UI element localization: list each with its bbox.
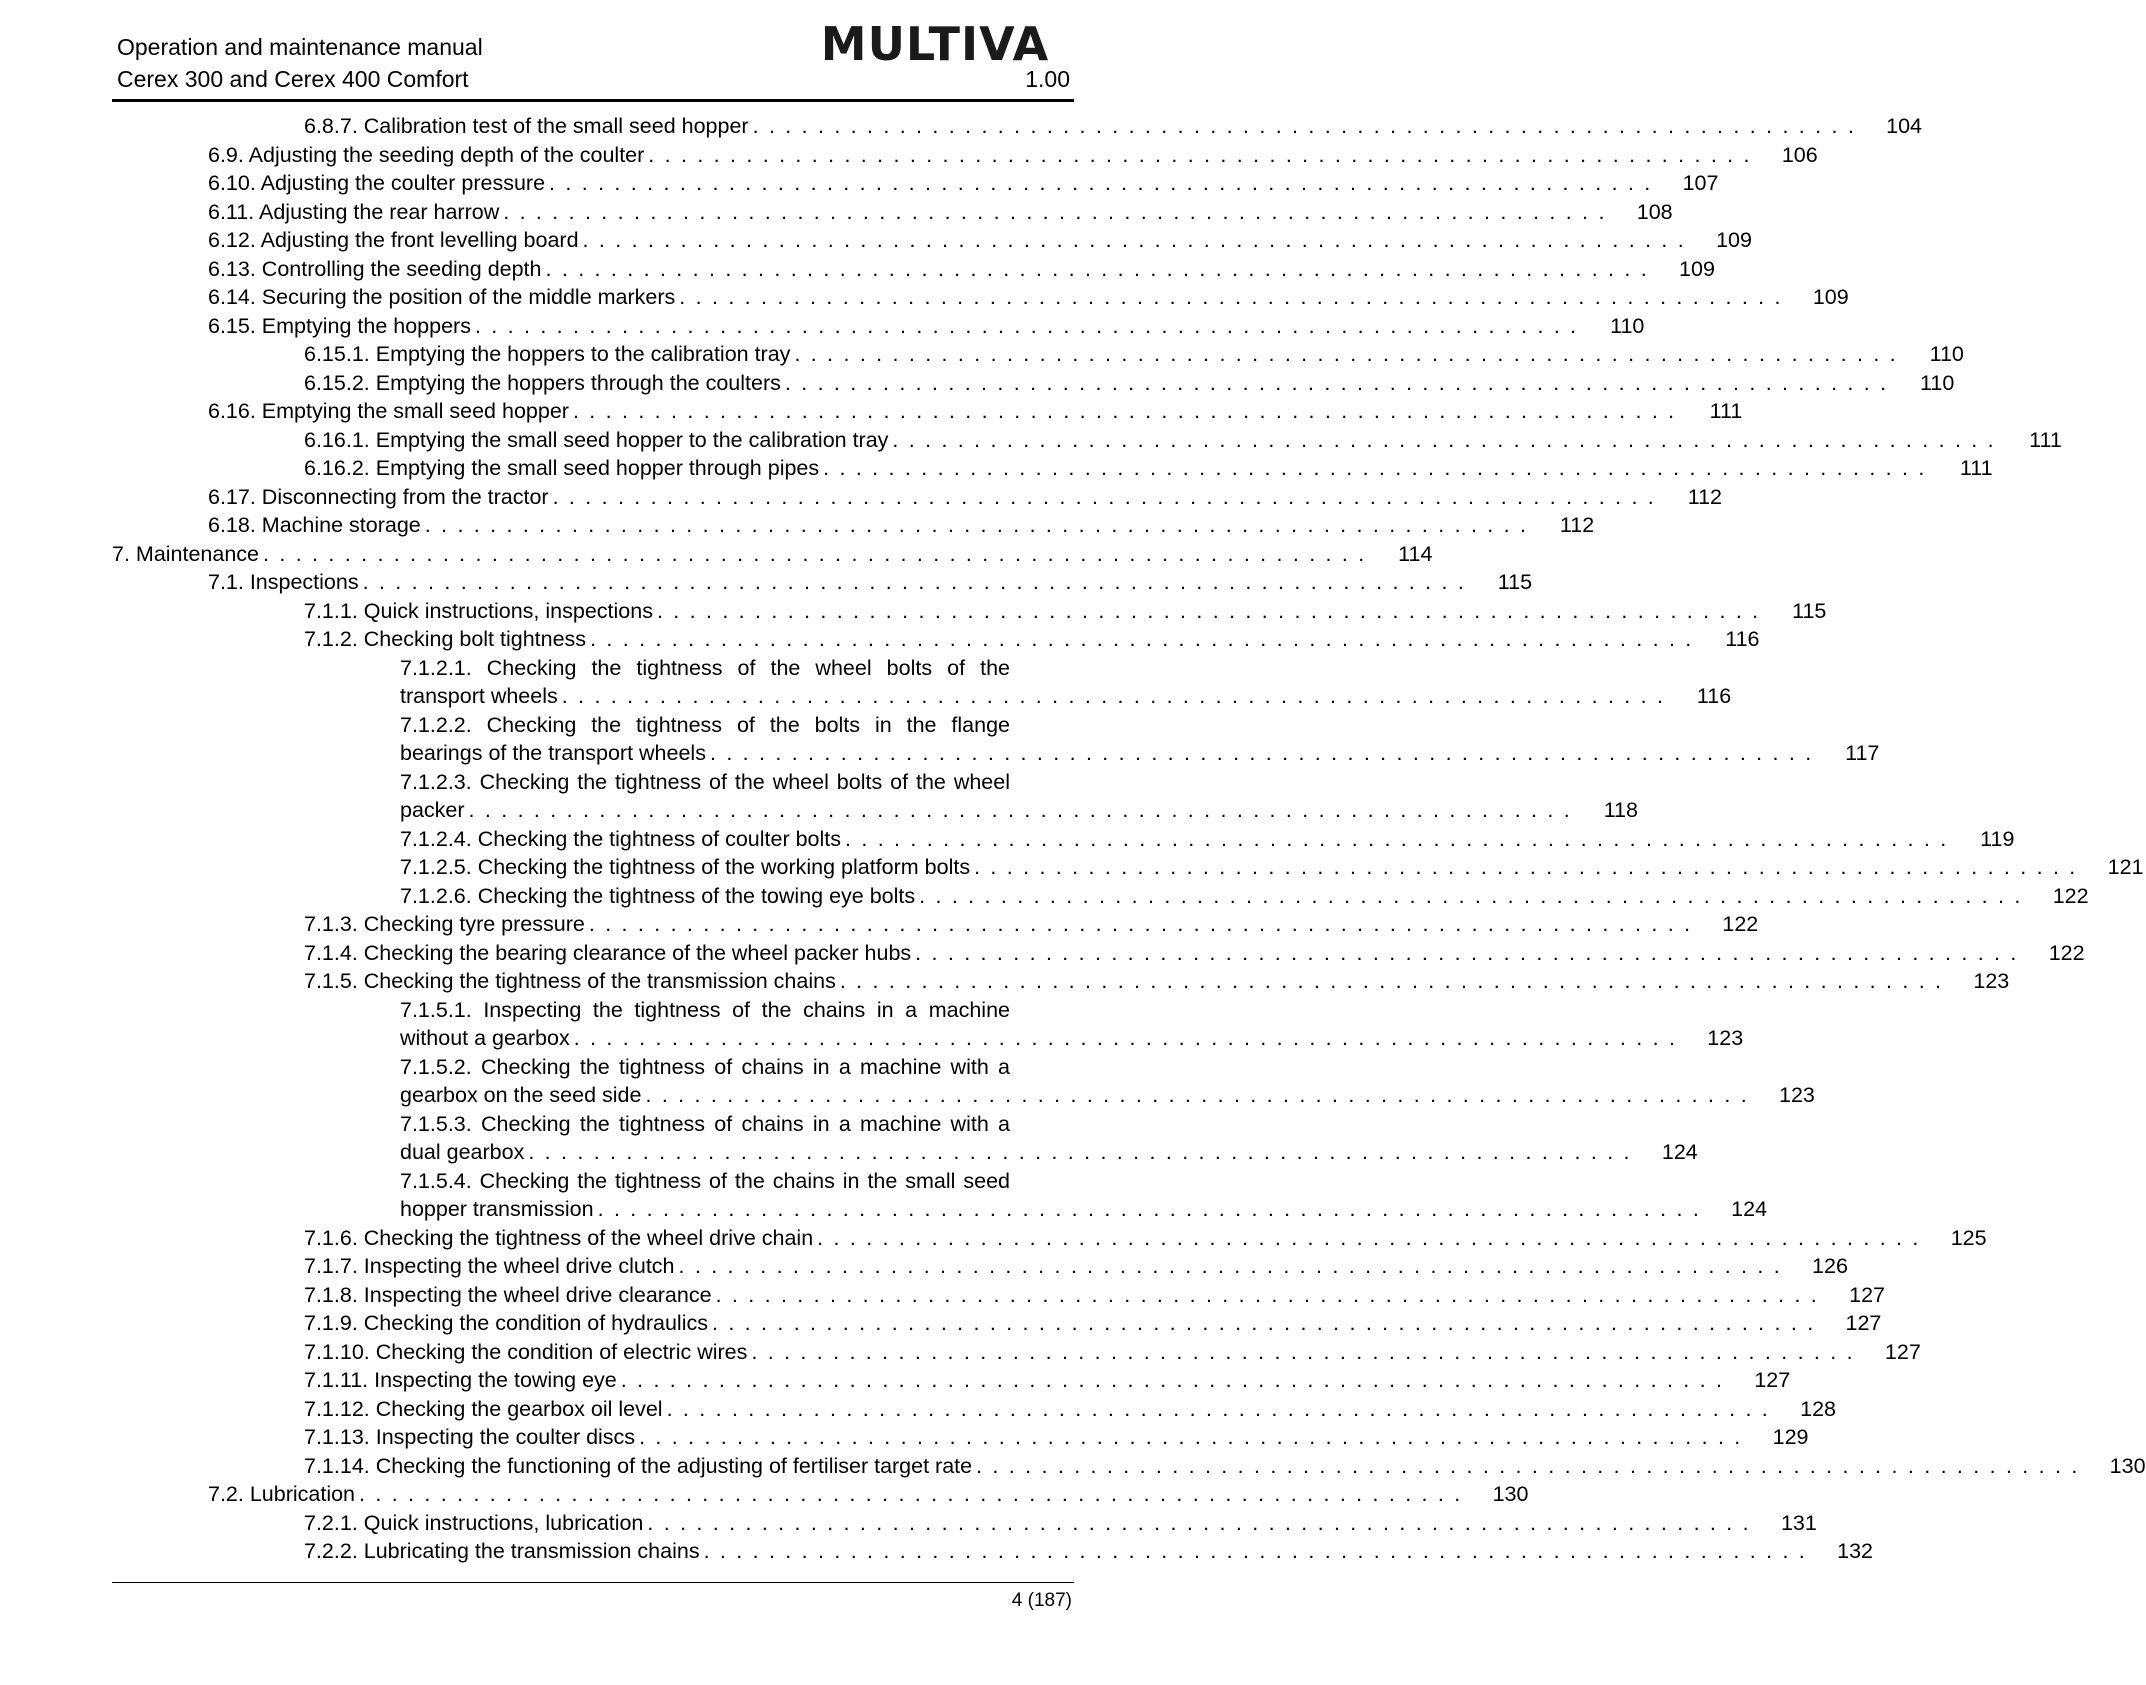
toc-entry-title-continued: dual gearbox xyxy=(400,1140,525,1164)
toc-entry-title: 7.1.2.2. Checking the tightness of the bolts in the flange xyxy=(400,712,1010,737)
toc-page-number: 111 xyxy=(1709,399,1743,423)
toc-entry[interactable] xyxy=(208,312,1645,341)
toc-dot-leader: . . . . . . . . . . . . . . . . . . . . . . . . . . . . . . . . . . . . . . . . . . . . . . . . . . . . . . . . . . . . . . . . . . . . xyxy=(839,969,1944,993)
toc-entry-continuation[interactable] xyxy=(400,739,1880,768)
toc-entry-title: 7.1.13. Inspecting the coulter discs xyxy=(304,1425,636,1449)
toc-entry[interactable] xyxy=(400,1110,1010,1139)
toc-entry[interactable] xyxy=(208,283,1849,312)
model-title: Cerex 300 and Cerex 400 Comfort xyxy=(117,66,469,92)
toc-entry[interactable] xyxy=(304,454,1993,483)
toc-entry-continuation[interactable] xyxy=(400,1081,1815,1110)
toc-page-number: 127 xyxy=(1849,1282,1885,1307)
toc-dot-leader: . . . . . . . . . . . . . . . . . . . . . . . . . . . . . . . . . . . . . . . . . . . . . . . . . . . . . . . . . . . . . . . . . . . . xyxy=(263,541,1367,566)
toc-entry[interactable] xyxy=(304,910,1759,939)
toc-entry-title: 7.1.2.3. Checking the tightness of the wheel bolts of the wheel xyxy=(400,769,1010,794)
toc-entry[interactable] xyxy=(208,255,1715,284)
toc-page-number: 116 xyxy=(1696,684,1732,708)
toc-entry-title-continued: without a gearbox xyxy=(400,1026,570,1050)
toc-page-number: 128 xyxy=(1800,1396,1836,1421)
toc-entry-title: 7.1.7. Inspecting the wheel drive clutch xyxy=(304,1254,675,1278)
toc-entry-title-continued: gearbox on the seed side xyxy=(400,1083,642,1107)
toc-dot-leader: . . . . . . . . . . . . . . . . . . . . . . . . . . . . . . . . . . . . . . . . . . . . . . . . . . . . . . . . . . . . . . . . . . . . xyxy=(845,826,1949,851)
toc-entry-title: 7.1.8. Inspecting the wheel drive clearance xyxy=(304,1282,712,1307)
toc-entry[interactable] xyxy=(304,112,1923,141)
toc-entry-title: 6.16. Emptying the small seed hopper xyxy=(208,399,569,423)
toc-entry[interactable] xyxy=(304,1338,1921,1367)
toc-entry-title: 7.2.2. Lubricating the transmission chains xyxy=(304,1539,700,1563)
toc-page-number: 109 xyxy=(1812,285,1849,309)
toc-entry[interactable] xyxy=(400,996,1010,1025)
toc-entry-title: 6.9. Adjusting the seeding depth of the coulter xyxy=(208,142,645,167)
toc-dot-leader: . . . . . . . . . . . . . . . . . . . . . . . . . . . . . . . . . . . . . . . . . . . . . . . . . . . . . . . . . . . . . . . . . . . . xyxy=(620,1368,1725,1392)
toc-dot-leader: . . . . . . . . . . . . . . . . . . . . . . . . . . . . . . . . . . . . . . . . . . . . . . . . . . . . . . . . . . . . . . . . . . . . xyxy=(974,855,2078,879)
toc-entry-title: 7.1.14. Checking the functioning of the adjusting of fertiliser target rate xyxy=(304,1453,973,1478)
toc-dot-leader: . . . . . . . . . . . . . . . . . . . . . . . . . . . . . . . . . . . . . . . . . . . . . . . . . . . . . . . . . . . . . . . . . . . . xyxy=(549,171,1653,195)
toc-entry[interactable] xyxy=(304,1309,1882,1338)
toc-entry[interactable] xyxy=(400,654,1010,683)
toc-dot-leader: . . . . . . . . . . . . . . . . . . . . . . . . . . . . . . . . . . . . . . . . . . . . . . . . . . . . . . . . . . . . . . . . . . . . xyxy=(597,1197,1702,1221)
footer-divider xyxy=(112,1582,1074,1583)
logo-text: MULTIVA xyxy=(820,17,1050,71)
toc-entry[interactable] xyxy=(208,483,1722,512)
toc-entry-title-continued: packer xyxy=(400,798,465,822)
toc-entry-title-continued: hopper transmission xyxy=(400,1197,594,1221)
toc-dot-leader: . . . . . . . . . . . . . . . . . . . . . . . . . . . . . . . . . . . . . . . . . . . . . . . . . . . . . . . . . . . . . . . . . . . . xyxy=(359,1482,1463,1506)
toc-page-number: 109 xyxy=(1679,256,1715,281)
toc-page-number: 130 xyxy=(2109,1453,2146,1478)
toc-dot-leader: . . . . . . . . . . . . . . . . . . . . . . . . . . . . . . . . . . . . . . . . . . . . . . . . . . . . . . . . . . . . . . . . . . . . xyxy=(666,1396,1770,1421)
toc-dot-leader: . . . . . . . . . . . . . . . . . . . . . . . . . . . . . . . . . . . . . . . . . . . . . . . . . . . . . . . . . . . . . . . . . . . . xyxy=(582,228,1686,252)
toc-page-number: 132 xyxy=(1837,1539,1873,1563)
toc-entry[interactable] xyxy=(112,540,1433,569)
toc-entry-title-continued: transport wheels xyxy=(400,684,558,708)
toc-entry-title: 7.1.10. Checking the condition of electric wires xyxy=(304,1339,748,1364)
toc-entry[interactable] xyxy=(208,169,1719,198)
toc-page-number: 111 xyxy=(2029,427,2062,452)
toc-page-number: 127 xyxy=(1754,1368,1791,1392)
toc-page-number: 127 xyxy=(1884,1339,1921,1364)
toc-entry[interactable] xyxy=(208,226,1752,255)
toc-dot-leader: . . . . . . . . . . . . . . . . . . . . . . . . . . . . . . . . . . . . . . . . . . . . . . . . . . . . . . . . . . . . . . . . . . . . xyxy=(919,883,2023,908)
toc-entry-title: 7.1.2. Checking bolt tightness xyxy=(304,627,587,651)
toc-dot-leader: . . . . . . . . . . . . . . . . . . . . . . . . . . . . . . . . . . . . . . . . . . . . . . . . . . . . . . . . . . . . . . . . . . . . xyxy=(552,484,1656,509)
toc-dot-leader: . . . . . . . . . . . . . . . . . . . . . . . . . . . . . . . . . . . . . . . . . . . . . . . . . . . . . . . . . . . . . . . . . . . . xyxy=(915,940,2019,965)
toc-dot-leader: . . . . . . . . . . . . . . . . . . . . . . . . . . . . . . . . . . . . . . . . . . . . . . . . . . . . . . . . . . . . . . . . . . . . xyxy=(639,1425,1743,1449)
toc-page-number: 114 xyxy=(1398,541,1433,566)
toc-entry-title: 6.17. Disconnecting from the tractor xyxy=(208,484,549,509)
toc-entry-title: 7.1.3. Checking tyre pressure xyxy=(304,912,585,936)
toc-entry[interactable] xyxy=(304,426,2062,455)
toc-dot-leader: . . . . . . . . . . . . . . . . . . . . . . . . . . . . . . . . . . . . . . . . . . . . . . . . . . . . . . . . . . . . . . . . . . . . xyxy=(424,513,1529,537)
toc-entry[interactable] xyxy=(304,1423,1809,1452)
toc-entry-title: 7.1. Inspections xyxy=(208,570,359,594)
toc-entry-title: 6.12. Adjusting the front levelling board xyxy=(208,228,579,252)
toc-page-number: 123 xyxy=(1779,1083,1815,1107)
toc-entry-title-continued: bearings of the transport wheels xyxy=(400,741,706,765)
toc-entry-title: 7.1.2.4. Checking the tightness of coulter bolts xyxy=(400,826,842,851)
toc-entry-title: 6.14. Securing the position of the middle markers xyxy=(208,285,676,309)
toc-dot-leader: . . . . . . . . . . . . . . . . . . . . . . . . . . . . . . . . . . . . . . . . . . . . . . . . . . . . . . . . . . . . . . . . . . . . xyxy=(645,1083,1749,1107)
toc-page-number: 130 xyxy=(1492,1482,1529,1506)
toc-dot-leader: . . . . . . . . . . . . . . . . . . . . . . . . . . . . . . . . . . . . . . . . . . . . . . . . . . . . . . . . . . . . . . . . . . . . xyxy=(468,798,1572,822)
toc-page-number: 106 xyxy=(1781,142,1818,167)
toc-page-number: 111 xyxy=(1959,456,1993,480)
toc-entry-title: 7.1.2.1. Checking the tightness of the wheel bolts of the xyxy=(400,655,1010,680)
toc-page-number: 115 xyxy=(1792,598,1827,623)
toc-entry-continuation[interactable] xyxy=(400,1195,1768,1224)
document-version: 1.00 xyxy=(1025,66,1070,92)
toc-entry[interactable] xyxy=(304,1366,1791,1395)
toc-entry[interactable] xyxy=(208,1480,1529,1509)
toc-page-number: 112 xyxy=(1559,513,1595,537)
toc-page-number: 127 xyxy=(1845,1311,1882,1335)
toc-page-number: 123 xyxy=(1707,1026,1744,1050)
toc-dot-leader: . . . . . . . . . . . . . . . . . . . . . . . . . . . . . . . . . . . . . . . . . . . . . . . . . . . . . . . . . . . . . . . . . . . . xyxy=(647,1510,1751,1535)
toc-dot-leader: . . . . . . . . . . . . . . . . . . . . . . . . . . . . . . . . . . . . . . . . . . . . . . . . . . . . . . . . . . . . . . . . . . . . xyxy=(656,598,1761,623)
toc-entry[interactable] xyxy=(208,511,1595,540)
toc-entry-title: 7.2.1. Quick instructions, lubrication xyxy=(304,1510,644,1535)
toc-entry-title: 7.1.2.6. Checking the tightness of the towing eye bolts xyxy=(400,883,916,908)
toc-entry-title: 6.15.1. Emptying the hoppers to the calibration tray xyxy=(304,342,791,366)
toc-entry-title: 6.16.1. Emptying the small seed hopper to the calibration tray xyxy=(304,427,889,452)
toc-dot-leader: . . . . . . . . . . . . . . . . . . . . . . . . . . . . . . . . . . . . . . . . . . . . . . . . . . . . . . . . . . . . . . . . . . . . xyxy=(709,741,1814,765)
toc-entry-title: 7.2. Lubrication xyxy=(208,1482,356,1506)
toc-dot-leader: . . . . . . . . . . . . . . . . . . . . . . . . . . . . . . . . . . . . . . . . . . . . . . . . . . . . . . . . . . . . . . . . . . . . xyxy=(679,285,1783,309)
toc-page-number: 119 xyxy=(1980,826,2015,851)
toc-dot-leader: . . . . . . . . . . . . . . . . . . . . . . . . . . . . . . . . . . . . . . . . . . . . . . . . . . . . . . . . . . . . . . . . . . . . xyxy=(590,627,1694,651)
toc-entry[interactable] xyxy=(400,711,1010,740)
toc-entry-title: 7.1.5.4. Checking the tightness of the chains in the small seed xyxy=(400,1168,1010,1193)
toc-entry[interactable] xyxy=(304,597,1827,626)
page-header xyxy=(112,17,1072,102)
toc-dot-leader: . . . . . . . . . . . . . . . . . . . . . . . . . . . . . . . . . . . . . . . . . . . . . . . . . . . . . . . . . . . . . . . . . . . . xyxy=(892,427,1996,452)
toc-entry[interactable] xyxy=(400,1053,1010,1082)
toc-entry[interactable] xyxy=(304,967,2010,996)
header-divider xyxy=(112,99,1074,102)
toc-entry[interactable] xyxy=(208,141,1818,170)
toc-page-number: 110 xyxy=(1610,313,1645,338)
toc-entry[interactable] xyxy=(304,1281,1885,1310)
toc-dot-leader: . . . . . . . . . . . . . . . . . . . . . . . . . . . . . . . . . . . . . . . . . . . . . . . . . . . . . . . . . . . . . . . . . . . . xyxy=(752,114,1857,138)
toc-entry[interactable] xyxy=(208,397,1743,426)
toc-entry[interactable] xyxy=(304,369,1955,398)
toc-page-number: 108 xyxy=(1636,199,1673,224)
multiva-logo xyxy=(798,14,1072,71)
page-number: 4 (187) xyxy=(1011,1590,1072,1611)
toc-entry[interactable] xyxy=(304,625,1760,654)
toc-page-number: 110 xyxy=(1929,342,1964,366)
toc-entry[interactable] xyxy=(400,768,1010,797)
toc-entry-title: 7.1.5.3. Checking the tightness of chains in a machine with a xyxy=(400,1111,1010,1136)
toc-dot-leader: . . . . . . . . . . . . . . . . . . . . . . . . . . . . . . . . . . . . . . . . . . . . . . . . . . . . . . . . . . . . . . . . . . . . xyxy=(561,684,1666,708)
toc-entry-continuation[interactable] xyxy=(400,1024,1744,1053)
toc-page-number: 131 xyxy=(1780,1510,1817,1535)
toc-entry[interactable] xyxy=(304,1509,1817,1538)
toc-page-number: 115 xyxy=(1497,570,1533,594)
toc-page-number: 107 xyxy=(1682,171,1719,195)
toc-page-number: 129 xyxy=(1772,1425,1809,1449)
toc-dot-leader: . . . . . . . . . . . . . . . . . . . . . . . . . . . . . . . . . . . . . . . . . . . . . . . . . . . . . . . . . . . . . . . . . . . . xyxy=(648,142,1752,167)
toc-dot-leader: . . . . . . . . . . . . . . . . . . . . . . . . . . . . . . . . . . . . . . . . . . . . . . . . . . . . . . . . . . . . . . . . . . . . xyxy=(751,1339,1855,1364)
toc-entry[interactable] xyxy=(304,1395,1836,1424)
toc-entry[interactable] xyxy=(400,853,2144,882)
toc-entry-title: 6.8.7. Calibration test of the small seed hopper xyxy=(304,114,749,138)
toc-entry[interactable] xyxy=(304,1452,2146,1481)
toc-entry[interactable] xyxy=(208,198,1673,227)
toc-dot-leader: . . . . . . . . . . . . . . . . . . . . . . . . . . . . . . . . . . . . . . . . . . . . . . . . . . . . . . . . . . . . . . . . . . . . xyxy=(711,1311,1816,1335)
toc-dot-leader: . . . . . . . . . . . . . . . . . . . . . . . . . . . . . . . . . . . . . . . . . . . . . . . . . . . . . . . . . . . . . . . . . . . . xyxy=(362,570,1467,594)
toc-dot-leader: . . . . . . . . . . . . . . . . . . . . . . . . . . . . . . . . . . . . . . . . . . . . . . . . . . . . . . . . . . . . . . . . . . . . xyxy=(976,1453,2080,1478)
toc-entry-title: 6.18. Machine storage xyxy=(208,513,421,537)
toc-entry-continuation[interactable] xyxy=(400,796,1638,825)
toc-entry-title: 7.1.11. Inspecting the towing eye xyxy=(304,1368,617,1392)
toc-dot-leader: . . . . . . . . . . . . . . . . . . . . . . . . . . . . . . . . . . . . . . . . . . . . . . . . . . . . . . . . . . . . . . . . . . . . xyxy=(545,256,1649,281)
toc-dot-leader: . . . . . . . . . . . . . . . . . . . . . . . . . . . . . . . . . . . . . . . . . . . . . . . . . . . . . . . . . . . . . . . . . . . . xyxy=(528,1140,1632,1164)
toc-entry-continuation[interactable] xyxy=(400,682,1732,711)
toc-entry-continuation[interactable] xyxy=(400,1138,1698,1167)
toc-entry-title: 6.10. Adjusting the coulter pressure xyxy=(208,171,546,195)
toc-dot-leader: . . . . . . . . . . . . . . . . . . . . . . . . . . . . . . . . . . . . . . . . . . . . . . . . . . . . . . . . . . . . . . . . . . . . xyxy=(572,399,1677,423)
toc-entry-title: 6.15.2. Emptying the hoppers through the coulters xyxy=(304,370,781,395)
toc-dot-leader: . . . . . . . . . . . . . . . . . . . . . . . . . . . . . . . . . . . . . . . . . . . . . . . . . . . . . . . . . . . . . . . . . . . . xyxy=(474,313,1579,338)
toc-entry-title: 7.1.5. Checking the tightness of the transmission chains xyxy=(304,969,836,993)
toc-entry-title: 7.1.1. Quick instructions, inspections xyxy=(304,598,653,623)
toc-entry-title: 7.1.5.2. Checking the tightness of chains in a machine with a xyxy=(400,1054,1010,1079)
manual-title: Operation and maintenance manual xyxy=(117,34,483,60)
toc-page-number: 122 xyxy=(1722,912,1759,936)
toc-page-number: 122 xyxy=(2052,883,2089,908)
toc-entry[interactable] xyxy=(304,939,2085,968)
toc-entry[interactable] xyxy=(304,1224,1987,1253)
toc-page-number: 125 xyxy=(1950,1225,1987,1250)
toc-dot-leader: . . . . . . . . . . . . . . . . . . . . . . . . . . . . . . . . . . . . . . . . . . . . . . . . . . . . . . . . . . . . . . . . . . . . xyxy=(817,1225,1921,1250)
toc-entry-title: 6.16.2. Emptying the small seed hopper through pipes xyxy=(304,456,820,480)
toc-dot-leader: . . . . . . . . . . . . . . . . . . . . . . . . . . . . . . . . . . . . . . . . . . . . . . . . . . . . . . . . . . . . . . . . . . . . xyxy=(715,1282,1819,1307)
toc-page-number: 124 xyxy=(1661,1140,1698,1164)
toc-entry-title: 7.1.9. Checking the condition of hydraulics xyxy=(304,1311,708,1335)
toc-entry[interactable] xyxy=(400,1167,1010,1196)
toc-page-number: 122 xyxy=(2048,940,2085,965)
toc-entry-title: 7.1.2.5. Checking the tightness of the working platform bolts xyxy=(400,855,971,879)
toc-entry-title: 7.1.6. Checking the tightness of the wheel drive chain xyxy=(304,1225,814,1250)
toc-page-number: 118 xyxy=(1603,798,1638,822)
toc-page-number: 110 xyxy=(1920,370,1955,395)
toc-dot-leader: . . . . . . . . . . . . . . . . . . . . . . . . . . . . . . . . . . . . . . . . . . . . . . . . . . . . . . . . . . . . . . . . . . . . xyxy=(794,342,1898,366)
toc-entry-title: 7.1.5.1. Inspecting the tightness of the chains in a machine xyxy=(400,997,1010,1022)
toc-page-number: 124 xyxy=(1731,1197,1768,1221)
toc-entry-title: 7.1.4. Checking the bearing clearance of the wheel packer hubs xyxy=(304,940,912,965)
toc-dot-leader: . . . . . . . . . . . . . . . . . . . . . . . . . . . . . . . . . . . . . . . . . . . . . . . . . . . . . . . . . . . . . . . . . . . . xyxy=(703,1539,1807,1563)
toc-dot-leader: . . . . . . . . . . . . . . . . . . . . . . . . . . . . . . . . . . . . . . . . . . . . . . . . . . . . . . . . . . . . . . . . . . . . xyxy=(573,1026,1678,1050)
toc-dot-leader: . . . . . . . . . . . . . . . . . . . . . . . . . . . . . . . . . . . . . . . . . . . . . . . . . . . . . . . . . . . . . . . . . . . . xyxy=(678,1254,1782,1278)
toc-dot-leader: . . . . . . . . . . . . . . . . . . . . . . . . . . . . . . . . . . . . . . . . . . . . . . . . . . . . . . . . . . . . . . . . . . . . xyxy=(823,456,1927,480)
toc-entry-title: 6.11. Adjusting the rear harrow xyxy=(208,199,500,224)
toc-entry-title: 6.15. Emptying the hoppers xyxy=(208,313,471,338)
toc-page-number: 112 xyxy=(1687,484,1722,509)
toc-entry-title: 6.13. Controlling the seeding depth xyxy=(208,256,542,281)
toc-entry[interactable] xyxy=(400,882,2089,911)
toc-dot-leader: . . . . . . . . . . . . . . . . . . . . . . . . . . . . . . . . . . . . . . . . . . . . . . . . . . . . . . . . . . . . . . . . . . . . xyxy=(784,370,1889,395)
toc-entry-title: 7.1.12. Checking the gearbox oil level xyxy=(304,1396,663,1421)
toc-entry[interactable] xyxy=(304,1537,1873,1566)
toc-page-number: 109 xyxy=(1716,228,1752,252)
toc-entry[interactable] xyxy=(304,1252,1848,1281)
toc-entry[interactable] xyxy=(208,568,1533,597)
toc-entry[interactable] xyxy=(400,825,2015,854)
toc-page-number: 117 xyxy=(1845,741,1880,765)
toc-page-number: 104 xyxy=(1886,114,1923,138)
toc-entry-title: 7. Maintenance xyxy=(112,541,260,566)
toc-page-number: 126 xyxy=(1812,1254,1848,1278)
toc-entry[interactable] xyxy=(304,340,1964,369)
toc-page-number: 123 xyxy=(1973,969,2010,993)
toc-dot-leader: . . . . . . . . . . . . . . . . . . . . . . . . . . . . . . . . . . . . . . . . . . . . . . . . . . . . . . . . . . . . . . . . . . . . xyxy=(588,912,1693,936)
toc-page-number: 116 xyxy=(1725,627,1760,651)
toc-page-number: 121 xyxy=(2107,855,2144,879)
toc-dot-leader: . . . . . . . . . . . . . . . . . . . . . . . . . . . . . . . . . . . . . . . . . . . . . . . . . . . . . . . . . . . . . . . . . . . . xyxy=(503,199,1607,224)
